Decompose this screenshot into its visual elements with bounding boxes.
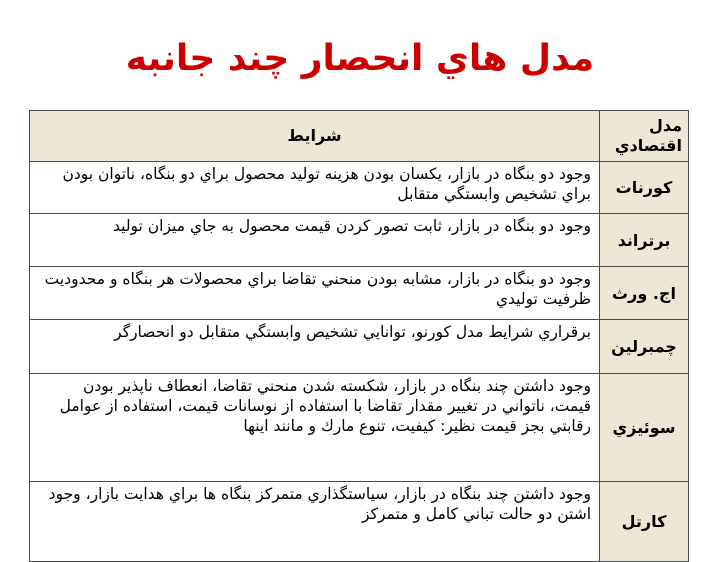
table-row	[30, 267, 689, 320]
header-conditions: شرايط	[30, 111, 600, 162]
oligopoly-models-table	[29, 110, 689, 562]
model-cell: كارتل	[600, 482, 689, 562]
model-cell: اج. ورث	[600, 267, 689, 320]
model-cell: كورنات	[600, 162, 689, 214]
conditions-cell: وجود داشتن چند بنگاه در بازار، سياستگذاري متمركز بنگاه ها براي هدايت بازار، وجود اشتن دو حالت تباني كامل و متمركز	[30, 482, 600, 562]
table-row	[30, 162, 689, 214]
table-row	[30, 482, 689, 562]
conditions-cell: وجود داشتن چند بنگاه در بازار، شكسته شدن منحني تقاضا، انعطاف ناپذير بودن قيمت، ناتواني در تغيير مقدار تقاضا با استفاده از نوسانات قيمت، استفاده از عوامل رقابتي بجز قيمت نظير: كيفيت، تنوع مارك و مانند اينها	[30, 374, 600, 482]
slide-title: مدل هاي انحصار چند جانبه	[125, 38, 595, 79]
table-header-row	[30, 111, 689, 162]
conditions-cell: وجود دو بنگاه در بازار، يكسان بودن هزينه توليد محصول براي دو بنگاه، ناتوان بودن براي تشخيص وابستگي متقابل	[30, 162, 600, 214]
model-cell: سوئيزي	[600, 374, 689, 482]
conditions-cell: برقراري شرايط مدل كورنو، توانايي تشخيص وابستگي متقابل دو انحصارگر	[30, 320, 600, 374]
table-row	[30, 320, 689, 374]
header-model: مدل اقتصادي	[600, 111, 689, 162]
table-row	[30, 214, 689, 267]
model-cell: برتراند	[600, 214, 689, 267]
model-cell: چمبرلين	[600, 320, 689, 374]
conditions-cell: وجود دو بنگاه در بازار، ثابت تصور كردن قيمت محصول به جاي ميزان توليد	[30, 214, 600, 267]
conditions-cell: وجود دو بنگاه در بازار، مشابه بودن منحني تقاضا براي محصولات هر بنگاه و محدوديت ظرفيت توليدي	[30, 267, 600, 320]
table-row	[30, 374, 689, 482]
